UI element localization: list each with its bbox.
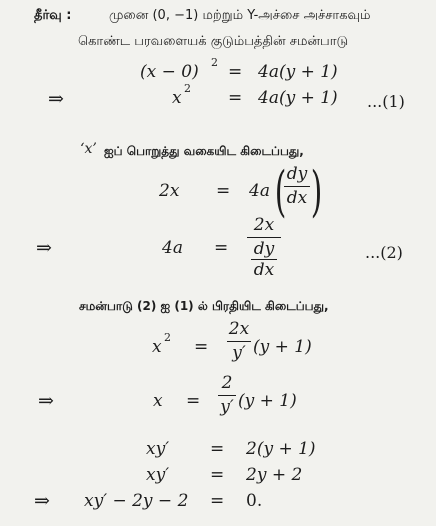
eq1-row2-rhs: 4a(y + 1) — [258, 88, 338, 108]
eq3-row1-lhs: x — [152, 337, 162, 357]
solution-label: தீர்வு : — [34, 8, 72, 23]
eq3-row3-eq: = — [210, 439, 225, 459]
right-paren: ) — [310, 160, 323, 223]
implies-icon: ⇒ — [36, 237, 52, 259]
eq2-row1-eq: = — [216, 181, 231, 201]
eq1-row1-eq: = — [228, 62, 243, 82]
inner-denominator: dx — [253, 260, 275, 281]
dy-dx-fraction — [284, 165, 310, 207]
eq1-row1-lhs: (x − 0) — [140, 62, 199, 82]
left-paren: ( — [274, 160, 287, 223]
diff-note: ஐப் பொறுத்து வகையிட கிடைப்பது, — [104, 144, 304, 158]
fraction-bar — [227, 341, 251, 342]
intro-line-1: முனை (0, −1) மற்றும் Y-அச்சை அச்சாகவும் — [109, 8, 371, 23]
fraction-numerator: 2x — [253, 215, 275, 235]
eq3-row4-rhs: 2y + 2 — [246, 465, 303, 485]
eq3-row2-lhs: x — [153, 391, 163, 411]
fraction-denominator: dx — [286, 187, 308, 208]
eq3-row1-tail: (y + 1) — [253, 337, 312, 357]
eq1-row1-rhs: 4a(y + 1) — [258, 62, 338, 82]
eq-tag-1: ...(1) — [367, 92, 405, 111]
compound-fraction — [247, 216, 281, 280]
eq3-row1-sup: 2 — [164, 331, 171, 344]
eq2-row1-lhs: 2x — [159, 181, 180, 201]
eq3-row5-rhs: 0. — [246, 491, 263, 511]
eq3-row3-lhs: xy′ — [146, 439, 170, 459]
fraction-denominator: y′ — [220, 396, 234, 417]
implies-icon: ⇒ — [38, 390, 54, 412]
subst-note: சமன்பாடு (2) ஐ (1) ல் பிரதியிட கிடைப்பது, — [79, 299, 329, 313]
eq1-row2-sup: 2 — [184, 82, 191, 95]
intro-line-2: கொண்ட பரவளையக் குடும்பத்தின் சமன்பாடு — [78, 34, 349, 49]
implies-icon: ⇒ — [34, 490, 50, 512]
eq3-row2-tail: (y + 1) — [238, 391, 297, 411]
fraction-bar — [247, 237, 281, 238]
diff-var: ‘x’ — [80, 141, 97, 157]
eq3-row3-rhs: 2(y + 1) — [246, 439, 316, 459]
eq3-row1-eq: = — [194, 337, 209, 357]
eq2-row2-lhs: 4a — [162, 238, 183, 258]
fraction-bar — [218, 395, 236, 396]
fraction-bar — [284, 186, 310, 187]
eq3-row5-lhs: xy′ − 2y − 2 — [84, 491, 189, 511]
fraction — [218, 374, 236, 416]
inner-numerator: dy — [253, 238, 275, 259]
eq3-row5-eq: = — [210, 491, 225, 511]
eq2-row2-eq: = — [214, 238, 229, 258]
eq-tag-2: ...(2) — [365, 243, 403, 262]
implies-icon: ⇒ — [48, 88, 64, 110]
eq3-row4-eq: = — [210, 465, 225, 485]
eq3-row2-eq: = — [186, 391, 201, 411]
fraction-denominator: y′ — [232, 342, 246, 363]
fraction-numerator: dy — [286, 164, 308, 184]
fraction-numerator: 2 — [221, 373, 233, 393]
eq1-row1-sup: 2 — [211, 56, 218, 69]
eq2-row1-coef: 4a — [249, 181, 270, 201]
fraction-numerator: 2x — [228, 319, 250, 339]
eq1-row2-lhs: x — [172, 88, 182, 108]
eq3-row4-lhs: xy′ — [146, 465, 170, 485]
fraction — [227, 320, 251, 362]
eq1-row2-eq: = — [228, 88, 243, 108]
